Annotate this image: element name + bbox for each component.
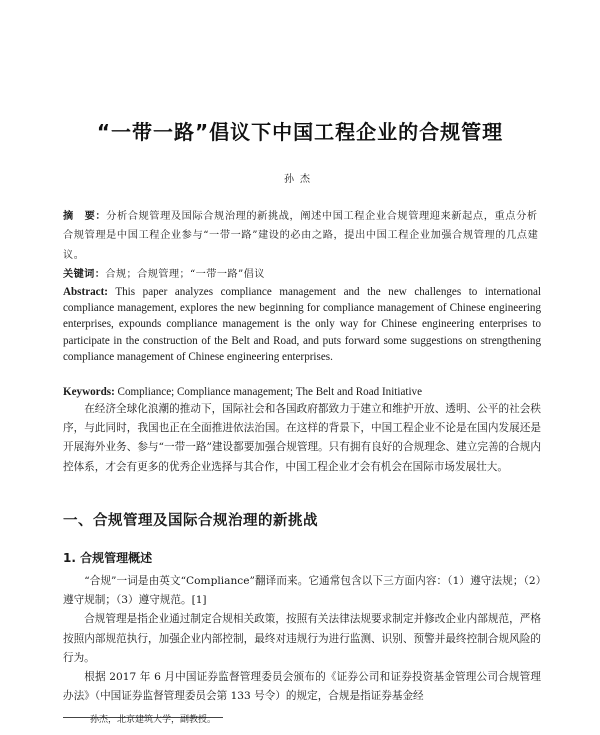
body-paragraph: “合规”一词是由英文“Compliance”翻译而来。它通常包含以下三方面内容：（1）遵守法规；（2）遵守规制；（3）遵守规范。[1]	[63, 575, 541, 607]
section-heading: 一、合规管理及国际合规治理的新挑战	[63, 513, 318, 529]
keywords-en-text: Compliance; Compliance management; The Belt and Road Initiative	[114, 386, 423, 398]
abstract-cn-text: 分析合规管理及国际合规治理的新挑战，阐述中国工程企业合规管理迎来新起点，重点分析合规管理是中国工程企业参与“一带一路”建设的必由之路，提出中国工程企业加强合规管理的几点建议。	[63, 211, 539, 261]
subsection-heading: 1. 合规管理概述	[63, 551, 153, 565]
author-name: 孙杰	[284, 174, 316, 185]
keywords-cn-text: 合规；合规管理；“一带一路”倡议	[105, 269, 265, 280]
abstract-en-text: This paper analyzes compliance management and the new challenges to international compliance management, explores the new beginning for compliance management of Chinese engineering enterprises, expounds compliance management is the only way for Chinese engineering enterprises to participate in the construction of the Belt and Road, and puts forward some suggestions on strengthening compliance management of Chinese engineering enterprises.	[63, 286, 541, 363]
footnote: 孙杰，北京建筑大学，副教授。	[90, 715, 217, 725]
body-paragraph: 根据 2017 年 6 月中国证券监督管理委员会颁布的《证券公司和证券投资基金管理公司合规管理办法》（中国证券监督管理委员会第 133 号令）的规定，合规是指证券基金经	[63, 671, 541, 703]
abstract-en	[63, 284, 541, 365]
abstract-cn-label: 摘 要：	[63, 211, 107, 222]
body-text	[63, 572, 541, 706]
abstract-cn	[63, 207, 541, 265]
keywords-en-label: Keywords:	[63, 386, 115, 398]
abstract-en-label: Abstract:	[63, 286, 108, 298]
body-paragraph: 合规管理是指企业通过制定合规相关政策，按照有关法律法规要求制定并修改企业内部规范，严格按照内部规范执行，加强企业内部控制，最终对违规行为进行监测、识别、预警并最终控制合规风险的行为。	[63, 613, 541, 664]
keywords-cn-label: 关键词：	[63, 269, 106, 280]
intro-paragraph: 在经济全球化浪潮的推动下，国际社会和各国政府都致力于建立和维护开放、透明、公平的社会秩序，与此同时，我国也正在全面推进依法治国。在这样的背景下，中国工程企业不论是在国内发展还是开展海外业务、参与“一带一路”建设都要加强合规管理。只有拥有良好的合规理念、建立完善的合规内控体系，才会有更多的优秀企业选择与其合作，中国工程企业才会有机会在国际市场发展壮大。	[63, 403, 541, 473]
paper-title: “一带一路”倡议下中国工程企业的合规管理	[96, 120, 504, 144]
keywords-cn	[63, 265, 541, 284]
